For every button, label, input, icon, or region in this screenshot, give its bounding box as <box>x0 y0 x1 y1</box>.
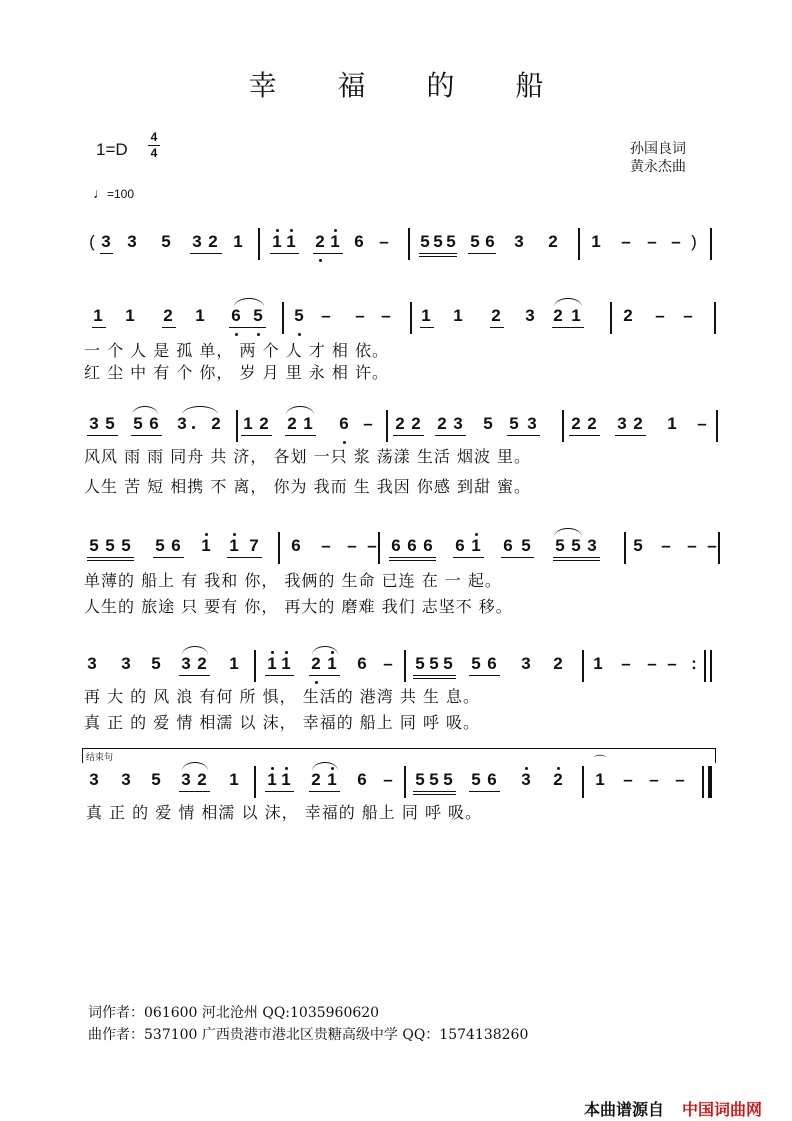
sustain-dash: – <box>647 232 657 251</box>
slur <box>286 406 314 415</box>
bar-line <box>714 302 716 334</box>
note-3: 3 <box>514 232 524 251</box>
sustain-dash: – <box>647 654 657 673</box>
sustain-dash: – <box>383 770 393 789</box>
beam-underline <box>469 675 500 676</box>
bar-line <box>404 650 406 682</box>
beam-underline <box>419 253 457 254</box>
note-2: 2 <box>571 414 581 433</box>
key-signature: 1=D <box>96 140 128 159</box>
note-3: 3 <box>177 414 187 433</box>
note-2: 2 <box>587 414 597 433</box>
bar-line <box>582 766 584 798</box>
sustain-dash: – <box>683 306 693 325</box>
note-6: 6 <box>423 536 433 555</box>
sustain-dash: – <box>655 306 665 325</box>
beam-underline <box>469 791 500 792</box>
bar-line <box>702 766 704 798</box>
beam-underline <box>420 327 434 328</box>
note-3: 3 <box>181 654 191 673</box>
note-2: 2 <box>259 414 269 433</box>
note-5: 5 <box>509 414 519 433</box>
beam-underline <box>309 791 340 792</box>
note-2: 2 <box>437 414 447 433</box>
note-1-high: 1 <box>272 232 282 251</box>
note-5: 5 <box>105 536 115 555</box>
slur <box>234 298 264 307</box>
beam-underline <box>241 435 272 436</box>
note-1-high: 1 <box>281 654 291 673</box>
beam-underline <box>413 678 456 679</box>
slur <box>182 406 218 415</box>
beam-underline <box>179 791 210 792</box>
note-2: 2 <box>311 770 321 789</box>
quarter-note-icon: ♩ <box>93 185 107 201</box>
note-5: 5 <box>555 536 565 555</box>
bar-line <box>408 228 410 260</box>
octave-dot-above <box>271 767 274 770</box>
bar-line <box>562 410 564 442</box>
note-3: 3 <box>192 232 202 251</box>
octave-dot-above <box>557 767 560 770</box>
sustain-dash: – <box>671 232 681 251</box>
notation-row <box>82 532 722 566</box>
sustain-dash: – <box>707 536 717 555</box>
lyric-verse-2: 红 尘 中 有 个 你， 岁 月 里 永 相 许。 <box>84 363 389 382</box>
sustain-dash: – <box>667 654 677 673</box>
bar-line <box>410 302 412 334</box>
bar-line <box>578 228 580 260</box>
beam-underline <box>468 253 496 254</box>
note-6: 6 <box>487 654 497 673</box>
beam-underline <box>419 256 457 257</box>
note-1: 1 <box>593 654 603 673</box>
note-2: 2 <box>553 306 563 325</box>
sustain-dash: – <box>379 232 389 251</box>
beam-underline <box>507 435 540 436</box>
slur <box>312 646 338 655</box>
composer-info: 曲作者：537100 广西贵港市港北区贵糖高级中学 QQ：1574138260 <box>88 1027 529 1043</box>
note-2: 2 <box>287 414 297 433</box>
note-2: 2 <box>315 232 325 251</box>
beam-underline <box>285 435 316 436</box>
lyric-verse-1: 再 大 的 风 浪 有何 所 惧， 生活的 港湾 共 生 息。 <box>84 687 481 706</box>
bar-line <box>704 650 706 682</box>
note-5: 5 <box>571 536 581 555</box>
beam-underline <box>393 435 424 436</box>
source-credit <box>584 1097 762 1120</box>
beam-underline <box>615 435 646 436</box>
note-3: 3 <box>587 536 597 555</box>
lyricist-info: 词作者：061600 河北沧州 QQ:1035960620 <box>88 1005 380 1021</box>
bar-line <box>386 410 388 442</box>
note-3: 3 <box>127 232 137 251</box>
beam-underline <box>501 557 534 558</box>
octave-dot-above <box>233 533 236 536</box>
sustain-dash: – <box>381 306 391 325</box>
beam-underline <box>92 327 106 328</box>
lyricist-credit: 孙国良词 <box>630 141 686 157</box>
note-5: 5 <box>121 536 131 555</box>
note-5: 5 <box>133 414 143 433</box>
credits <box>630 140 686 176</box>
bar-line <box>582 650 584 682</box>
sustain-dash: – <box>347 536 357 555</box>
note-1-high: 1 <box>267 654 277 673</box>
lyric-verse-1: 风风 雨 雨 同舟 共 济， 各划 一只 浆 荡漾 生活 烟波 里。 <box>84 447 532 466</box>
octave-dot-above <box>205 533 208 536</box>
note-2: 2 <box>553 770 563 789</box>
bar-line <box>718 532 720 564</box>
note-5: 5 <box>151 770 161 789</box>
note-6: 6 <box>407 536 417 555</box>
note-3: 3 <box>121 770 131 789</box>
notation-row <box>82 228 722 262</box>
bar-line <box>624 532 626 564</box>
note-1: 1 <box>453 306 463 325</box>
beam-underline <box>270 253 299 254</box>
lyric-verse-1: 真 正 的 爱 情 相濡 以 沫， 幸福的 船上 同 呼 吸。 <box>86 803 483 822</box>
beam-underline <box>413 675 456 676</box>
beam-underline <box>131 435 162 436</box>
octave-dot-below <box>235 333 238 336</box>
bar-line <box>710 228 712 260</box>
bar-line <box>254 766 256 798</box>
beam-underline <box>490 327 504 328</box>
beam-underline <box>153 557 184 558</box>
beam-underline <box>569 435 600 436</box>
note-6: 6 <box>485 232 495 251</box>
slur <box>554 298 582 307</box>
note-1: 1 <box>233 232 243 251</box>
slur <box>132 406 158 415</box>
sustain-dash: – <box>621 654 631 673</box>
note-7: 7 <box>249 536 259 555</box>
notation-row <box>82 410 722 444</box>
octave-dot-above <box>271 651 274 654</box>
bar-line <box>378 532 380 564</box>
note-5: 5 <box>521 536 531 555</box>
beam-underline <box>309 675 340 676</box>
note-1: 1 <box>229 654 239 673</box>
sustain-dash: – <box>383 654 393 673</box>
note-2: 2 <box>411 414 421 433</box>
note-3: 3 <box>121 654 131 673</box>
note-5: 5 <box>415 770 425 789</box>
note-1: 1 <box>125 306 135 325</box>
note-3: 3 <box>527 414 537 433</box>
note-5: 5 <box>151 654 161 673</box>
note-5: 5 <box>161 232 171 251</box>
note-1-high: 1 <box>286 232 296 251</box>
note-6: 6 <box>391 536 401 555</box>
note-1: 1 <box>229 770 239 789</box>
sustain-dash: – <box>697 414 707 433</box>
time-signature <box>148 131 160 160</box>
sustain-dash: – <box>649 770 659 789</box>
tempo-value: =100 <box>107 187 135 201</box>
lyric-verse-1: 一 个 人 是 孤 单， 两 个 人 才 相 依。 <box>84 341 389 360</box>
bar-line <box>404 766 406 798</box>
beam-underline <box>227 557 262 558</box>
note-2: 2 <box>163 306 173 325</box>
beam-underline <box>553 560 600 561</box>
page-title: 幸 福 的 船 <box>248 69 570 102</box>
time-signature-bottom: 4 <box>150 146 158 160</box>
note-6: 6 <box>455 536 465 555</box>
slur <box>182 646 208 655</box>
beam-underline <box>265 675 294 676</box>
beam-underline <box>87 435 118 436</box>
bar-line <box>610 302 612 334</box>
octave-dot-above <box>334 229 337 232</box>
octave-dot-above <box>276 229 279 232</box>
tempo-marking <box>93 185 134 201</box>
note-1-high: 1 <box>330 232 340 251</box>
note-5: 5 <box>443 654 453 673</box>
sustain-dash: – <box>321 306 331 325</box>
sustain-dash: – <box>661 536 671 555</box>
bar-line <box>282 302 284 334</box>
composer-credit: 黄永杰曲 <box>630 159 686 175</box>
note-5: 5 <box>483 414 493 433</box>
octave-dot-below <box>257 333 260 336</box>
note-2: 2 <box>211 414 221 433</box>
beam-underline <box>389 560 436 561</box>
beam-underline <box>87 557 134 558</box>
note-5: 5 <box>105 414 115 433</box>
beam-underline <box>179 675 210 676</box>
note-2: 2 <box>553 654 563 673</box>
note-3: 3 <box>181 770 191 789</box>
note-1-high: 1 <box>327 770 337 789</box>
note-1: 1 <box>421 306 431 325</box>
note-1-high: 1 <box>267 770 277 789</box>
bar-line <box>716 410 718 442</box>
final-bar-line <box>708 766 712 798</box>
note-3: 3 <box>87 654 97 673</box>
note-2: 2 <box>491 306 501 325</box>
note-1: 1 <box>591 232 601 251</box>
notation-row <box>82 302 722 336</box>
beam-underline <box>413 791 456 792</box>
octave-dot-below <box>298 333 301 336</box>
note-5: 5 <box>471 654 481 673</box>
note-5: 5 <box>446 232 456 251</box>
beam-underline <box>190 253 222 254</box>
sustain-dash: – <box>355 306 365 325</box>
note-6: 6 <box>354 232 364 251</box>
note-1-high: 1 <box>201 536 211 555</box>
note-5: 5 <box>420 232 430 251</box>
note-3: 3 <box>521 654 531 673</box>
beam-underline <box>313 253 343 254</box>
note-3: 3 <box>521 770 531 789</box>
beam-underline <box>453 557 484 558</box>
beam-underline <box>435 435 466 436</box>
sustain-dash: – <box>321 536 331 555</box>
note-2: 2 <box>395 414 405 433</box>
note-5: 5 <box>633 536 643 555</box>
note-1-high: 1 <box>327 654 337 673</box>
source-label: 本曲谱源自 <box>584 1100 665 1119</box>
octave-dot-above <box>525 767 528 770</box>
note-3: 3 <box>453 414 463 433</box>
ending-bracket <box>82 748 716 763</box>
note-5: 5 <box>155 536 165 555</box>
note-6: 6 <box>503 536 513 555</box>
slur <box>554 528 582 537</box>
beam-underline <box>265 791 294 792</box>
note-6: 6 <box>291 536 301 555</box>
sustain-dash: – <box>621 232 631 251</box>
note-2: 2 <box>311 654 321 673</box>
note-5: 5 <box>433 232 443 251</box>
octave-dot-below <box>319 259 322 262</box>
bar-line <box>258 228 260 260</box>
beam-underline <box>162 327 176 328</box>
note-2: 2 <box>208 232 218 251</box>
beam-underline <box>87 560 134 561</box>
note-6: 6 <box>339 414 349 433</box>
lyric-verse-1: 单薄的 船上 有 我和 你， 我俩的 生命 已连 在 一 起。 <box>84 571 502 590</box>
note-5: 5 <box>443 770 453 789</box>
note-5: 5 <box>415 654 425 673</box>
note-5: 5 <box>429 770 439 789</box>
notation-row <box>82 650 722 684</box>
slur <box>182 762 208 771</box>
lyric-verse-2: 人生的 旅途 只 要有 你， 再大的 磨难 我们 志坚不 移。 <box>84 597 513 616</box>
lyric-verse-2: 人生 苦 短 相携 不 离， 你为 我而 生 我因 你感 到甜 蜜。 <box>84 477 532 496</box>
note-2: 2 <box>197 770 207 789</box>
sustain-dash: – <box>623 770 633 789</box>
slur <box>312 762 338 771</box>
note-1-high: 1 <box>595 770 605 789</box>
note-5: 5 <box>294 306 304 325</box>
octave-dot-above <box>285 651 288 654</box>
bar-line <box>710 650 712 682</box>
note-1: 1 <box>243 414 253 433</box>
lyric-verse-2: 真 正 的 爱 情 相濡 以 沫， 幸福的 船上 同 呼 吸。 <box>84 713 481 732</box>
note-1-high: 1 <box>281 770 291 789</box>
note-3: 3 <box>89 414 99 433</box>
fermata-icon: ⌒ <box>593 754 607 768</box>
note-1: 1 <box>93 306 103 325</box>
note-3: 3 <box>525 306 535 325</box>
bar-line <box>278 532 280 564</box>
bar-line <box>254 650 256 682</box>
augmentation-dot <box>192 426 195 429</box>
ending-label: 结束句 <box>86 753 114 763</box>
open-paren: ( <box>89 232 95 251</box>
beam-underline <box>552 327 584 328</box>
note-6: 6 <box>357 654 367 673</box>
note-2: 2 <box>633 414 643 433</box>
note-2: 2 <box>623 306 633 325</box>
note-1: 1 <box>195 306 205 325</box>
sustain-dash: – <box>675 770 685 789</box>
note-5: 5 <box>89 536 99 555</box>
sustain-dash: – <box>367 536 377 555</box>
octave-dot-above <box>475 533 478 536</box>
note-5: 5 <box>471 770 481 789</box>
time-signature-top: 4 <box>150 130 158 144</box>
source-site[interactable]: 中国词曲网 <box>682 1100 763 1119</box>
note-3: 3 <box>617 414 627 433</box>
note-5: 5 <box>470 232 480 251</box>
note-6: 6 <box>231 306 241 325</box>
note-1-high: 1 <box>229 536 239 555</box>
note-3: 3 <box>89 770 99 789</box>
close-paren: ) <box>691 232 697 251</box>
repeat-sign: : <box>691 654 697 673</box>
note-6: 6 <box>487 770 497 789</box>
sustain-dash: – <box>687 536 697 555</box>
note-6: 6 <box>171 536 181 555</box>
beam-underline <box>389 557 436 558</box>
beam-underline <box>100 253 113 254</box>
note-1: 1 <box>667 414 677 433</box>
beam-underline <box>553 557 600 558</box>
beam-underline <box>229 327 266 328</box>
octave-dot-above <box>285 767 288 770</box>
note-1: 1 <box>571 306 581 325</box>
note-2: 2 <box>197 654 207 673</box>
note-5: 5 <box>429 654 439 673</box>
sustain-dash: – <box>363 414 373 433</box>
octave-dot-above <box>290 229 293 232</box>
beam-underline <box>413 794 456 795</box>
note-3: 3 <box>101 232 111 251</box>
note-5: 5 <box>253 306 263 325</box>
note-2: 2 <box>548 232 558 251</box>
note-1-high: 1 <box>471 536 481 555</box>
note-6: 6 <box>357 770 367 789</box>
note-1: 1 <box>303 414 313 433</box>
bar-line <box>236 410 238 442</box>
note-6: 6 <box>149 414 159 433</box>
